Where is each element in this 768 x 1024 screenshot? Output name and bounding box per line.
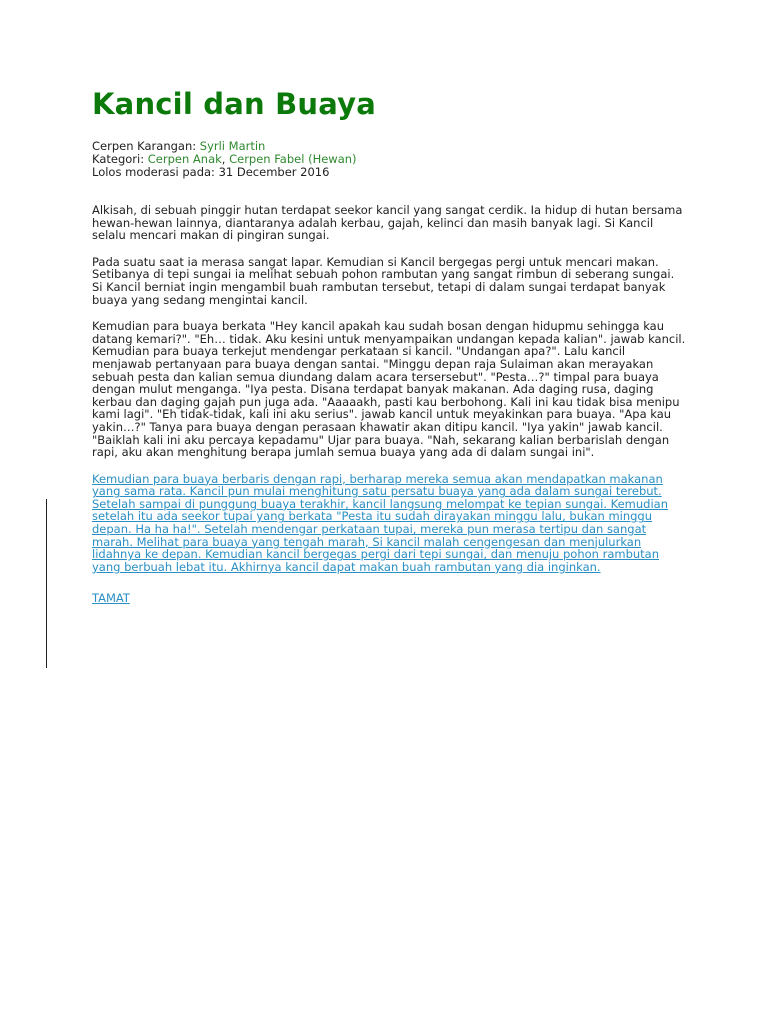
category-link-fabel[interactable]: Cerpen Fabel (Hewan) [229,152,357,166]
story-paragraph-1: Alkisah, di sebuah pinggir hutan terdapat seekor kancil yang sangat cerdik. Ia hidup di hutan bersama hewan-hewan lainnya, diantaranya adalah kerbau, gajah, kelinci dan masih banyak lagi. Si Kancil selalu mencari makan di pingiran sungai. [92,203,683,243]
author-link[interactable]: Syrli Martin [199,139,266,153]
story-meta [92,140,688,179]
story-page [92,84,688,606]
page-title: Kancil dan Buaya [92,87,377,121]
tamat-link[interactable]: TAMAT [92,591,130,606]
moderation-date: Lolos moderasi pada: 31 December 2016 [92,165,330,179]
author-label: Cerpen Karangan: [92,139,200,153]
left-margin-line [46,499,47,668]
story-paragraph-3: Kemudian para buaya berkata "Hey kancil apakah kau sudah bosan dengan hidupmu sehingga kau datang kemari?". "Eh… tidak. Aku kesini untuk menyampaikan undangan kepada kalian". jawab kancil. Kemudian para buaya terkejut mendengar perkataan si kancil. "Undangan apa?". Lalu kancil menjawab pertanyaan para buaya dengan santai. "Minggu depan raja Sulaiman akan merayakan sebuah pesta dan kalian semua diundang dalam acara tersersebut". "Pesta…?" timpal para buaya dengan mulut menganga. "Iya pesta. Disana terdapat banyak makanan. Ada daging rusa, daging kerbau dan daging gajah pun juga ada. "Aaaaakh, pasti kau berbohong. Kali ini kau tidak bisa menipu kami lagi". "Eh tidak-tidak, kali ini aku serius". jawab kancil untuk meyakinkan para buaya. "Apa kau yakin…?" Tanya para buaya dengan perasaan khawatir akan ditipu kancil. "Iya yakin" jawab kancil. "Baiklah kali ini aku percaya kepadamu" Ujar para buaya. "Nah, sekarang kalian berbarislah dengan rapi, aku akan menghitung berapa jumlah semua buaya yang ada di dalam sungai ini". [92,319,686,460]
category-link-anak[interactable]: Cerpen Anak [147,152,222,166]
story-paragraph-2: Pada suatu saat ia merasa sangat lapar. Kemudian si Kancil bergegas pergi untuk mencari makan. Setibanya di tepi sungai ia melihat sebuah pohon rambutan yang sangat rimbun di seberang sungai. Si Kancil berniat ingin mengambil buah rambutan tersebut, tetapi di dalam sungai terdapat banyak buaya yang sedang mengintai kancil. [92,254,675,307]
story-paragraph-4-link[interactable]: Kemudian para buaya berbaris dengan rapi, berharap mereka semua akan mendapatkan makanan yang sama rata. Kancil pun mulai menghitung satu persatu buaya yang ada dalam sungai terebut. Setelah sampai di punggung buaya terakhir, kancil langsung melompat ke tepian sungai. Kemudian setelah itu ada seekor tupai yang berkata "Pesta itu sudah dirayakan minggu lalu, bukan minggu depan. Ha ha ha!". Setelah mendengar perkataan tupai, mereka pun merasa tertipu dan sangat marah. Melihat para buaya yang tengah marah, Si kancil malah cengengesan dan menjulurkan lidahnya ke depan. Kemudian kancil bergegas pergi dari tepi sungai, dan menuju pohon rambutan yang berbuah lebat itu. Akhirnya kancil dapat makan buah rambutan yang dia inginkan. [92,471,669,574]
category-label: Kategori: [92,152,148,166]
category-separator: , [221,152,230,166]
